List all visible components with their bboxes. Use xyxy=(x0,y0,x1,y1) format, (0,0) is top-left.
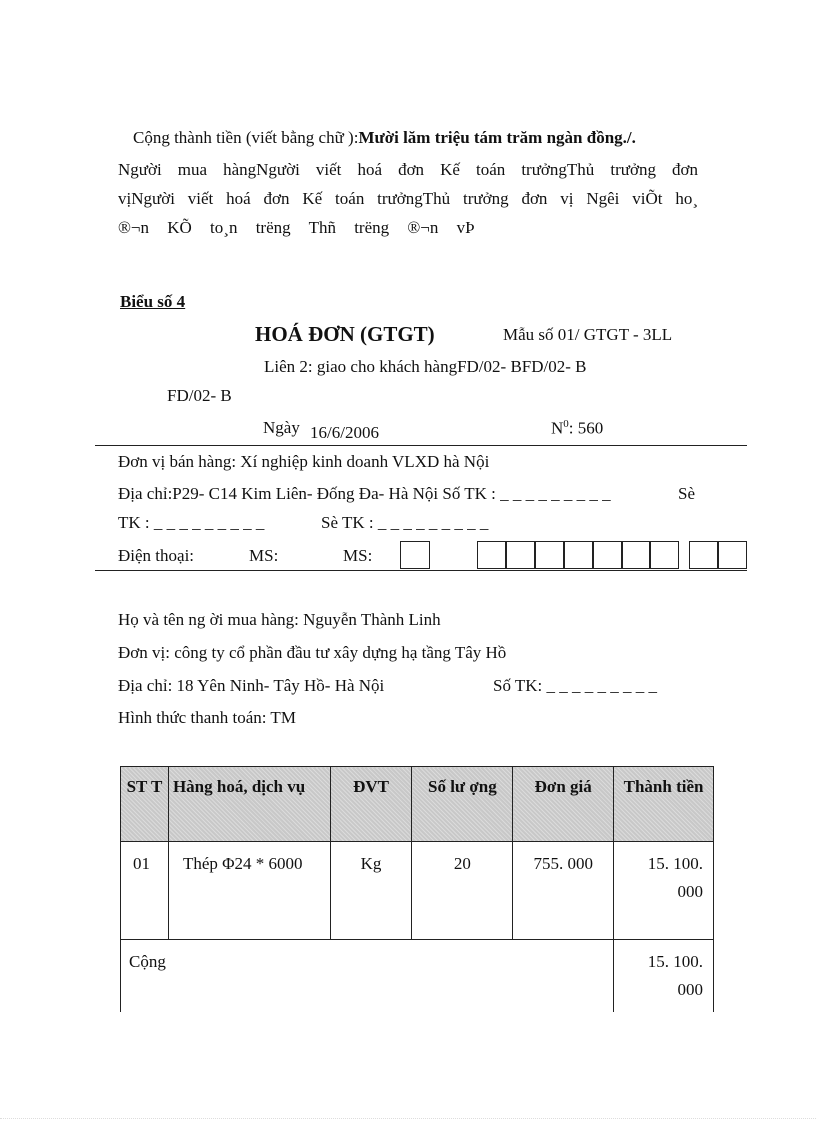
cell-price: 755. 000 xyxy=(513,842,614,940)
cell-stt: 01 xyxy=(121,842,169,940)
col-header-unit: ĐVT xyxy=(330,767,412,842)
invoice-number xyxy=(551,418,603,439)
tax-code-box xyxy=(564,541,593,569)
cell-item: Thép Φ24 * 6000 xyxy=(168,842,330,940)
invoice-title: HOÁ ĐƠN (GTGT) xyxy=(255,322,435,346)
tax-code-label-1: MS: xyxy=(249,546,279,565)
tax-code-box xyxy=(689,541,718,569)
seller-address: Địa chỉ:P29- C14 Kim Liên- Đống Đa- Hà Nội Số TK : _ _ _ _ _ _ _ _ _ xyxy=(118,484,611,503)
tax-code-box xyxy=(477,541,506,569)
invoice-number-sup: 0 xyxy=(563,418,569,430)
total-label: Cộng xyxy=(121,940,614,1013)
col-header-amount: Thành tiền xyxy=(614,767,714,842)
invoice-number-label: N xyxy=(551,418,564,438)
date-label: Ngày xyxy=(263,418,300,437)
col-header-price: Đơn giá xyxy=(513,767,614,842)
total-row xyxy=(121,940,714,1013)
divider-top xyxy=(95,445,747,446)
amount-in-words xyxy=(133,128,636,148)
series-line: FD/02- B xyxy=(167,386,232,405)
copy-line: Liên 2: giao cho khách hàngFD/02- BFD/02- B xyxy=(264,357,587,376)
page-edge-rule xyxy=(0,1118,816,1119)
buyer-unit: Đơn vị: công ty cổ phần đầu tư xây dựng hạ tầng Tây Hồ xyxy=(118,643,507,662)
seller-phone-label: Điện thoại: xyxy=(118,546,195,565)
signature-line-1: Người mua hàngNgười viết hoá đơn Kế toán trưởngThủ trưởng đơn xyxy=(118,160,698,179)
tax-code-box xyxy=(593,541,622,569)
payment-method: Hình thức thanh toán: TM xyxy=(118,708,296,727)
signature-line-2: vịNgười viết hoá đơn Kế toán trưởngThủ trưởng đơn vị Ngêi viÕt ho¸ xyxy=(118,189,698,208)
buyer-name: Họ và tên ng ời mua hàng: Nguyễn Thành Linh xyxy=(118,610,441,629)
seller-unit: Đơn vị bán hàng: Xí nghiệp kinh doanh VLXD hà Nội xyxy=(118,452,490,471)
tax-code-label-2: MS: xyxy=(343,546,373,565)
buyer-account: Số TK: _ _ _ _ _ _ _ _ _ xyxy=(493,676,658,695)
col-header-stt: ST T xyxy=(121,767,169,842)
divider-bottom xyxy=(95,570,747,571)
tax-code-box xyxy=(622,541,650,569)
tax-code-box xyxy=(718,541,747,569)
cell-unit: Kg xyxy=(330,842,412,940)
tax-code-box xyxy=(535,541,564,569)
seller-account: TK : _ _ _ _ _ _ _ _ _ xyxy=(118,513,265,532)
table-header-row xyxy=(121,767,714,842)
invoice-number-value: : 560 xyxy=(568,418,604,438)
tax-code-box xyxy=(506,541,535,569)
col-header-qty: Số lư ợng xyxy=(412,767,513,842)
cell-amount: 15. 100. 000 xyxy=(614,842,714,940)
tax-code-box xyxy=(400,541,430,569)
table-row xyxy=(121,842,714,940)
buyer-address: Địa chỉ: 18 Yên Ninh- Tây Hồ- Hà Nội xyxy=(118,676,385,695)
amount-in-words-value: Mười lăm triệu tám trăm ngàn đồng./. xyxy=(358,128,636,147)
amount-in-words-label: Cộng thành tiền (viết bằng chữ ): xyxy=(133,128,359,147)
total-value: 15. 100. 000 xyxy=(614,940,714,1013)
cell-qty: 20 xyxy=(412,842,513,940)
seller-account-tail: Sè xyxy=(678,484,695,503)
template-number: Mẫu số 01/ GTGT - 3LL xyxy=(503,325,673,344)
col-header-item: Hàng hoá, dịch vụ xyxy=(168,767,330,842)
items-table xyxy=(120,766,714,1012)
signature-line-3: ®¬n KÕ to¸n trëng Thñ trëng ®¬n vÞ xyxy=(118,218,475,237)
form-label: Biểu số 4 xyxy=(120,292,186,311)
seller-account-2: Sè TK : _ _ _ _ _ _ _ _ _ xyxy=(321,513,489,532)
tax-code-box xyxy=(650,541,679,569)
date-value: 16/6/2006 xyxy=(310,423,379,442)
